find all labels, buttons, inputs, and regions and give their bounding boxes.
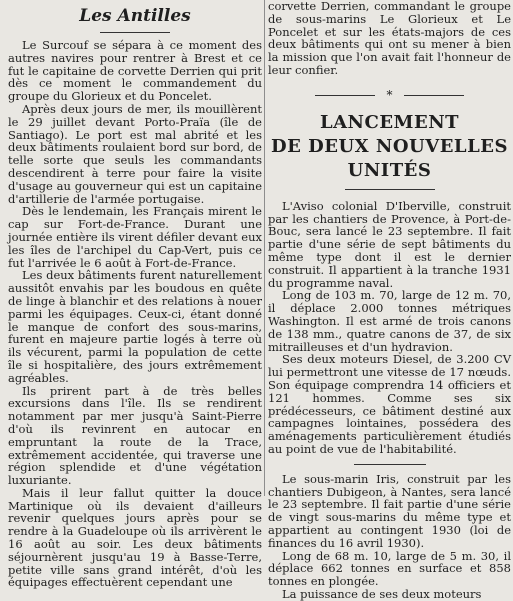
article-paragraph: La puissance de ses deux moteurs <box>282 586 482 601</box>
article-paragraph: Les deux bâtiments furent naturellement aussitôt envahis par les boudous en quête de linge à blanchir et des relations à nouer parmi les équipages. Ceux-ci, étant donné le manque de confort des sous-marins, furent en majeure partie logés à terre où ils vécurent, parmi la population de cette île si hospitalière, des jours extrêmement agréables. <box>8 268 262 385</box>
paragraph-separator <box>354 464 426 465</box>
article-paragraph: L'Aviso colonial D'Iberville, construit par les chantiers de Provence, à Port-de-Bouc, sera lancé le 23 septembre. Il fait partie d'une série de sept bâtiments du même type dont il est le dernier construit. Il appartient à la tranche 1931 du programme naval. <box>268 198 511 290</box>
article-paragraph: Ils prirent part à de très belles excursions dans l'île. Ils se rendirent notamment par mer jusqu'à Saint-Pierre d'où ils revinrent en autocar en empruntant la route de la Trace, extrêmement accidentée, qui traverse une région splendide et d'une végétation luxuriante. <box>8 383 262 488</box>
article-paragraph: Mais il leur fallut quitter la douce Martinique où ils devaient d'ailleurs revenir quelques jours après pour se rendre à la Guadeloupe où ils arrivèrent le 16 août au soir. Les deux bâtiments séjournèrent jusqu'au 19 à Basse-Terre, petite ville sans grand intérêt, d'où les équipages effectuèrent cependant une <box>8 485 262 590</box>
right-column <box>268 0 511 601</box>
article-paragraph: Dès le lendemain, les Français mirent le cap sur Fort-de-France. Durant une journée entière ils virent défiler devant eux les îles de l'archipel du Cap-Vert, puis ce fut l'arrivée le 6 août à Fort-de-France. <box>8 204 262 270</box>
article-paragraph: Après deux jours de mer, ils mouillèrent le 29 juillet devant Porto-Praïa (île de Santiago). Le port est mal abrité et les deux bâtiments roulaient bord sur bord, de telle sorte que seuls les commandants descendirent à terre pour faire la visite d'usage au gouverneur qui est un capitaine d'artillerie de l'armée portugaise. <box>8 101 262 206</box>
title-underline <box>100 32 170 33</box>
article-paragraph: Ses deux moteurs Diesel, de 3.200 CV lui permettront une vitesse de 17 nœuds. Son équipage comprendra 14 officiers et 121 hommes. Comme ses six prédécesseurs, ce bâtiment destiné aux campagnes lointaines, possédera des aménagements particulièrement étudiés au point de vue de l'habitabilité. <box>268 352 511 456</box>
left-column <box>8 0 262 590</box>
column-divider <box>264 0 265 496</box>
headline-line-1: LANCEMENT <box>319 111 460 133</box>
article-paragraph: Le Surcouf se sépara à ce moment des autres navires pour rentrer à Brest et ce fut le capitaine de corvette Derrien qui prit dès ce moment le commandement du groupe du Glorieux et du Poncelet. <box>8 38 262 104</box>
separator-line-left <box>315 95 375 96</box>
section-separator <box>268 85 511 101</box>
article-paragraph: Long de 68 m. 10, large de 5 m. 30, il déplace 662 tonnes en surface et 858 tonnes en plongée. <box>268 548 511 589</box>
separator-line-right <box>404 95 464 96</box>
separator-star: * <box>386 88 393 103</box>
article-paragraph: Long de 103 m. 70, large de 12 m. 70, il déplace 2.000 tonnes métriques Washington. Il est armé de trois canons de 138 mm., quatre canons de 37, de six mitrailleuses et d'un hydravion. <box>268 288 511 354</box>
headline-line-2: DE DEUX NOUVELLES UNITÉS <box>271 135 508 181</box>
article-paragraph: Le sous-marin Iris, construit par les chantiers Dubigeon, à Nantes, sera lancé le 23 septembre. Il fait partie d'une série de vingt sous-marins du même type et appartient au contingent 1930 (loi de finances du 16 avril 1930). <box>268 471 511 550</box>
continued-paragraph: corvette Derrien, commandant le groupe de sous-marins Le Glorieux et Le Poncelet et sur les états-majors de ces deux bâtiments qui ont su mener à bien la mission que l'on avait fait l'honneur de leur confier. <box>268 0 511 77</box>
headline-underline <box>345 189 435 190</box>
section-title-text: Les Antilles <box>79 6 191 26</box>
section-title-antilles <box>8 6 262 33</box>
headline-lancement <box>268 111 511 183</box>
